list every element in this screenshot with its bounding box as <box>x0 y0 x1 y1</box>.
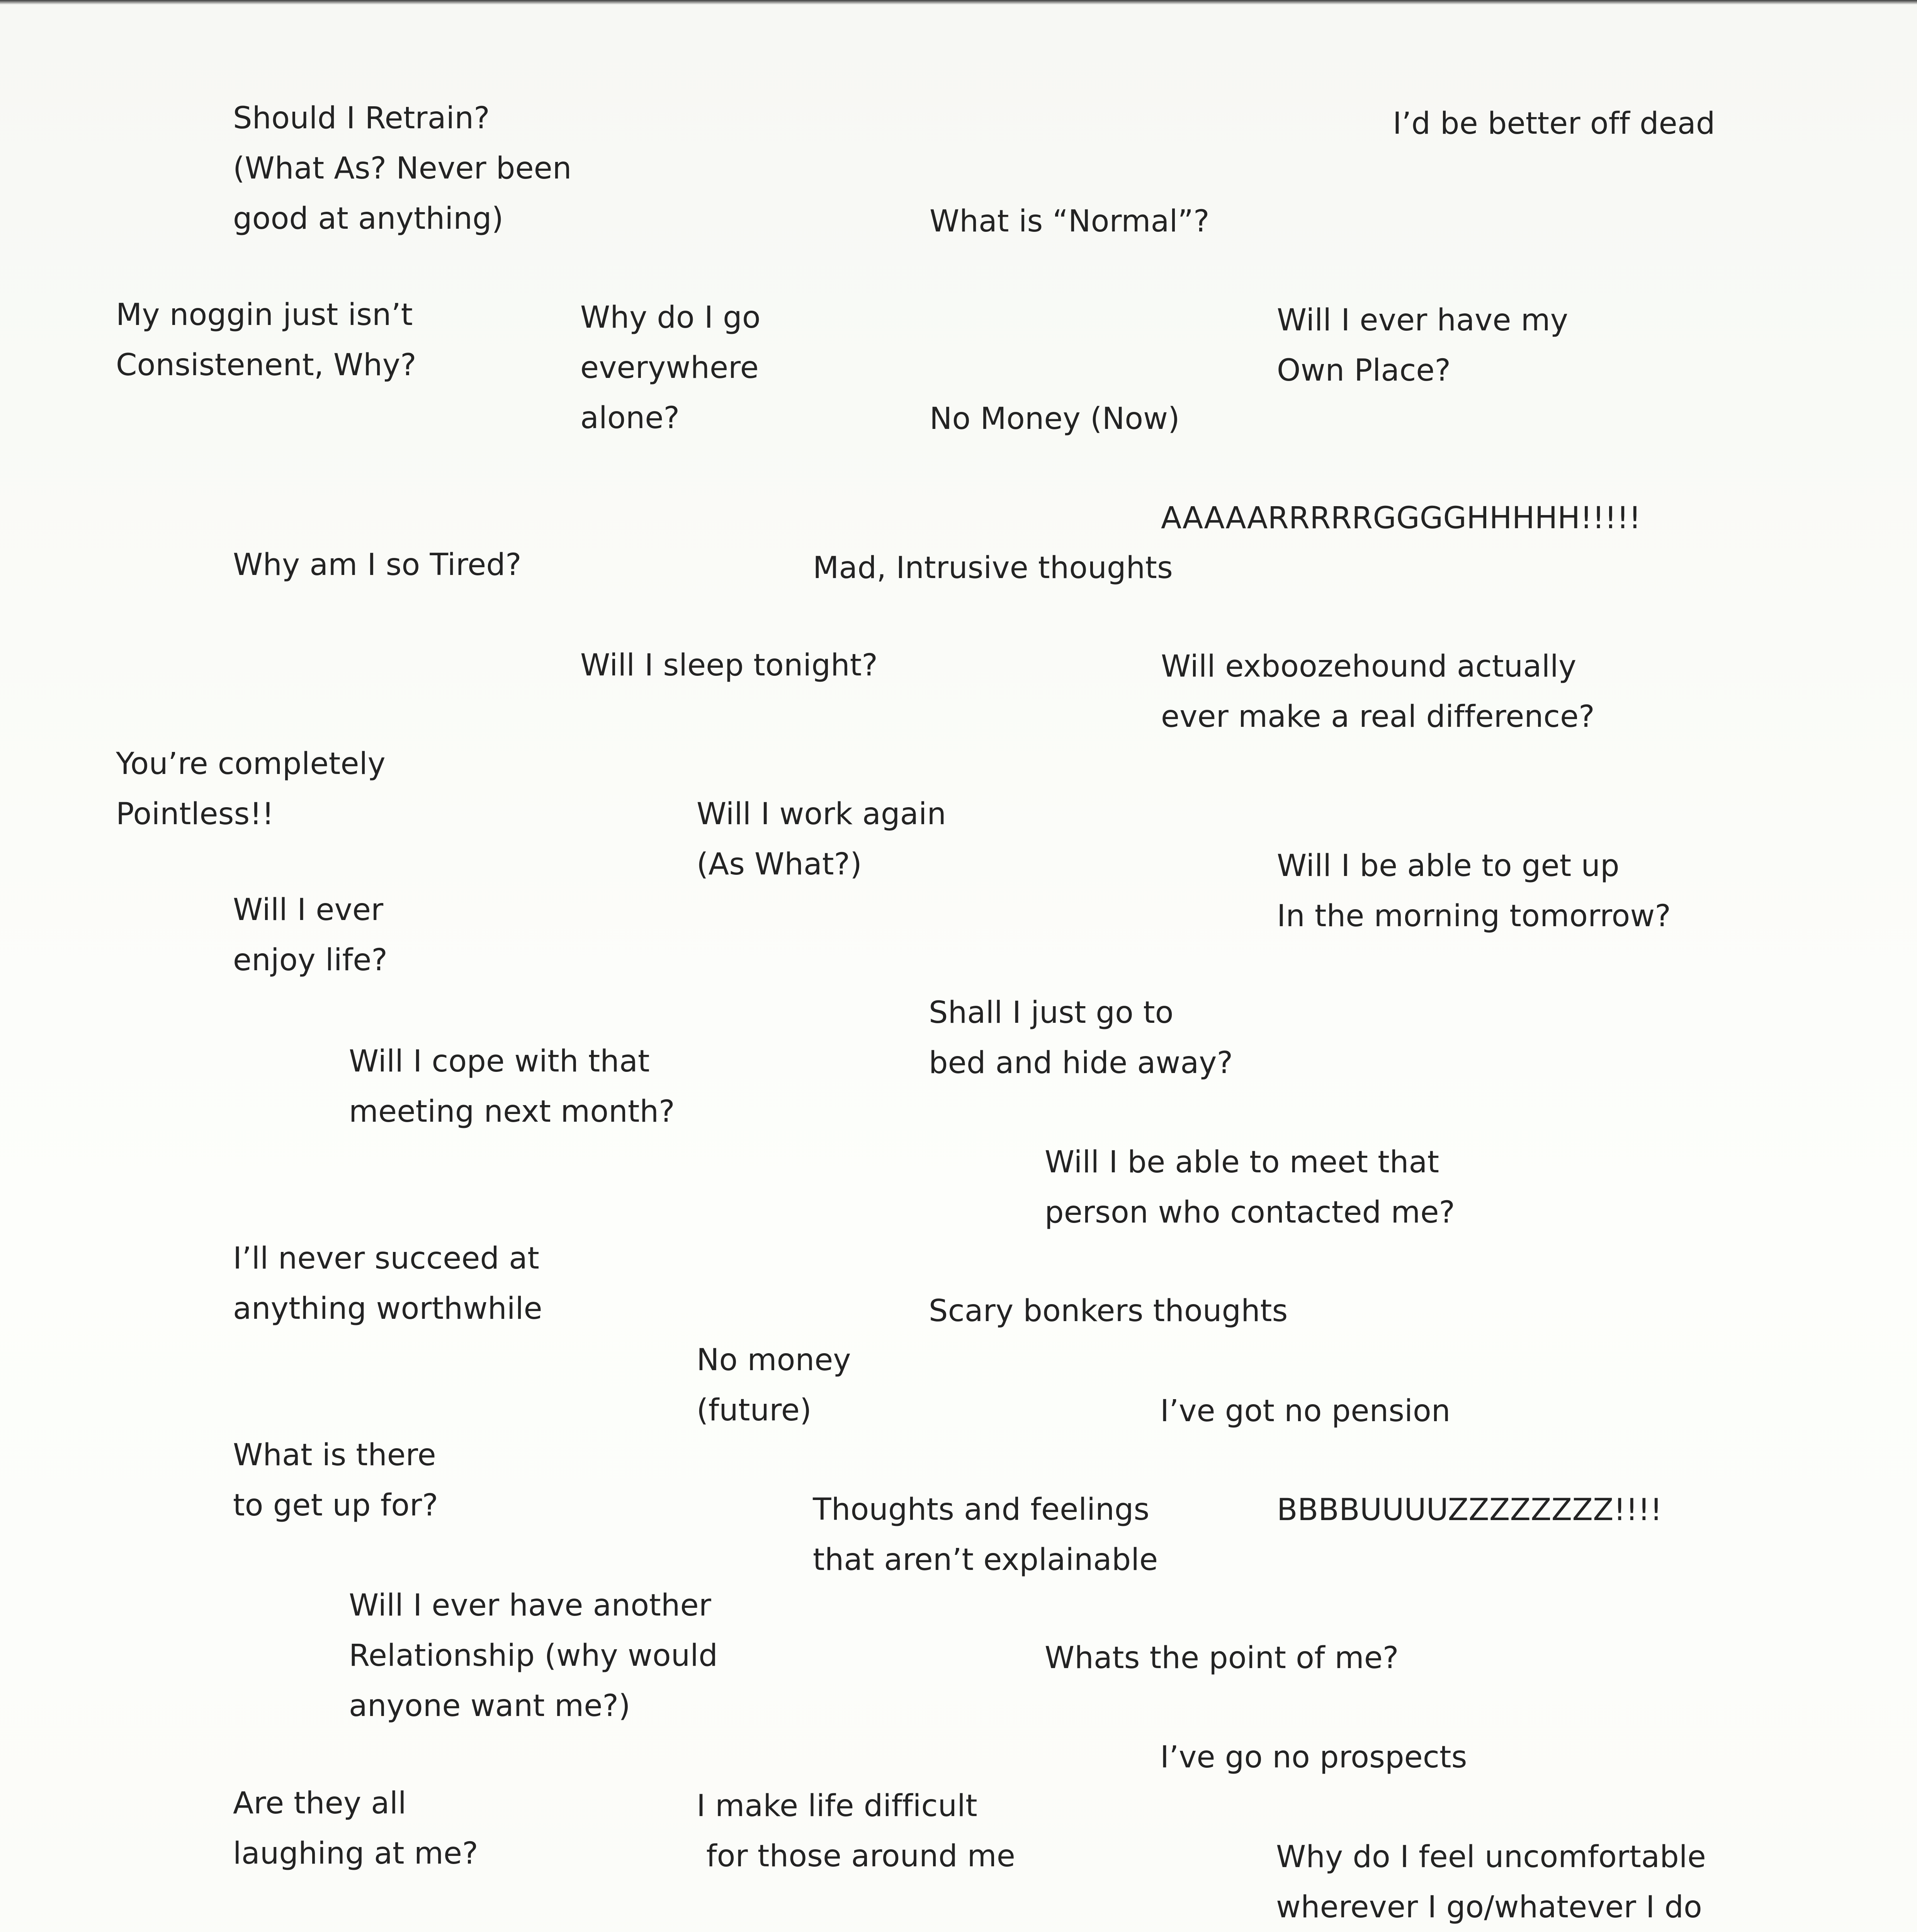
thought-line: BBBBUUUUZZZZZZZZ!!!! <box>1277 1493 1662 1527</box>
thought-line: Shall I just go to <box>929 995 1174 1030</box>
thought-line: alone? <box>580 401 680 435</box>
thought-get-up-for <box>233 1430 438 1531</box>
thought-pointless <box>116 739 386 839</box>
thought-unexplainable <box>813 1485 1158 1585</box>
thought-line: No Money (Now) <box>930 401 1180 436</box>
thought-line: My noggin just isn’t <box>116 298 413 332</box>
thought-line: Will I cope with that <box>349 1044 650 1079</box>
thought-relationship <box>349 1580 718 1731</box>
thought-line: Will I be able to meet that <box>1045 1145 1439 1180</box>
thought-own-place <box>1277 295 1568 396</box>
thought-line: ever make a real difference? <box>1161 699 1595 734</box>
thought-cope-meeting <box>349 1036 675 1137</box>
thought-line: Will I sleep tonight? <box>580 648 878 683</box>
thought-better-off-dead <box>1393 99 1715 149</box>
thought-line: Will I ever <box>233 893 384 927</box>
thought-intrusive <box>813 543 1173 593</box>
thought-work-again <box>697 789 946 889</box>
thought-buzz <box>1277 1485 1662 1535</box>
thought-line: anything worthwhile <box>233 1291 542 1326</box>
thought-everywhere-alone <box>580 293 761 443</box>
thought-line: Whats the point of me? <box>1045 1641 1399 1675</box>
thought-line <box>116 1927 313 1932</box>
thought-line: Why am I so Tired? <box>233 548 522 582</box>
thought-line: Relationship (why would <box>349 1638 718 1673</box>
thought-noggin <box>116 290 416 390</box>
thought-what-is-normal <box>930 196 1210 247</box>
thought-no-pension <box>1160 1386 1451 1436</box>
thought-line: I’d be better off dead <box>1393 106 1715 141</box>
thought-what-is-real <box>116 1927 313 1932</box>
thought-line: person who contacted me? <box>1045 1195 1455 1230</box>
thought-no-money-future <box>697 1335 851 1435</box>
thought-line: Are they all <box>233 1786 406 1821</box>
thought-line: for those around me <box>697 1839 1016 1874</box>
thought-line: Will exboozehound actually <box>1161 649 1577 684</box>
thought-line: Mad, Intrusive thoughts <box>813 551 1173 585</box>
thought-line: Own Place? <box>1277 353 1451 388</box>
thought-line: You’re completely <box>116 747 386 781</box>
thought-line: Will I ever have another <box>349 1588 712 1623</box>
thought-line: What is there <box>233 1438 436 1473</box>
thought-uncomfortable <box>1276 1832 1706 1932</box>
thought-line: Will I work again <box>697 797 947 832</box>
thought-line: enjoy life? <box>233 943 388 978</box>
thought-line: wherever I go/whatever I do <box>1276 1890 1702 1925</box>
thought-point-of-me <box>1045 1633 1399 1683</box>
thought-line: (As What?) <box>697 847 862 882</box>
thought-laughing <box>233 1778 478 1879</box>
thought-line: I’ll never succeed at <box>233 1241 540 1276</box>
thought-line: Scary bonkers thoughts <box>929 1294 1288 1328</box>
thought-life-difficult <box>697 1781 1015 1881</box>
thought-line: laughing at me? <box>233 1836 478 1871</box>
thought-so-tired <box>233 540 522 590</box>
scan-edge-shadow <box>0 0 1917 5</box>
thought-line: No money <box>697 1343 851 1378</box>
thought-real-feelings <box>580 1930 913 1932</box>
thought-line: bed and hide away? <box>929 1046 1233 1080</box>
thought-line: that aren’t explainable <box>813 1543 1158 1577</box>
thought-line: Will I be able to get up <box>1277 849 1620 883</box>
thought-line: What is “Normal”? <box>930 204 1210 239</box>
thought-line: Consistenent, Why? <box>116 348 416 383</box>
thought-line: Will I ever have my <box>1277 303 1569 338</box>
thought-line <box>580 1930 913 1932</box>
thought-line: AAAAARRRRRGGGGHHHHH!!!!! <box>1161 501 1641 536</box>
thought-enjoy-life <box>233 885 387 985</box>
thought-never-succeed <box>233 1233 542 1334</box>
thought-line: to get up for? <box>233 1488 438 1523</box>
thought-line: In the morning tomorrow? <box>1277 899 1671 934</box>
thought-line: meeting next month? <box>349 1094 675 1129</box>
thought-scream <box>1161 493 1641 543</box>
thought-line: Thoughts and feelings <box>813 1492 1150 1527</box>
thought-line: (What As? Never been <box>233 151 572 186</box>
thought-no-money-now <box>930 394 1180 444</box>
thought-retrain <box>233 93 572 244</box>
thought-line: I make life difficult <box>697 1789 977 1823</box>
thought-hide-away <box>929 988 1233 1088</box>
thought-sleep-tonight <box>580 640 878 690</box>
thought-line: Why do I feel uncomfortable <box>1276 1840 1706 1874</box>
thought-line: good at anything) <box>233 201 504 236</box>
thought-meet-person <box>1045 1137 1455 1238</box>
thought-line: Should I Retrain? <box>233 101 490 136</box>
thought-line: I’ve got no pension <box>1160 1394 1451 1429</box>
thought-no-prospects <box>1160 1732 1467 1782</box>
thought-line: Pointless!! <box>116 797 274 832</box>
thought-line: Why do I go <box>580 300 761 335</box>
thought-line: everywhere <box>580 350 759 385</box>
thought-line: (future) <box>697 1393 812 1428</box>
thought-get-up-morning <box>1277 841 1671 941</box>
thought-line: I’ve go no prospects <box>1160 1740 1467 1775</box>
thought-scary-bonkers <box>929 1286 1288 1336</box>
thought-exboozehound <box>1161 641 1595 742</box>
thought-line: anyone want me?) <box>349 1689 631 1723</box>
